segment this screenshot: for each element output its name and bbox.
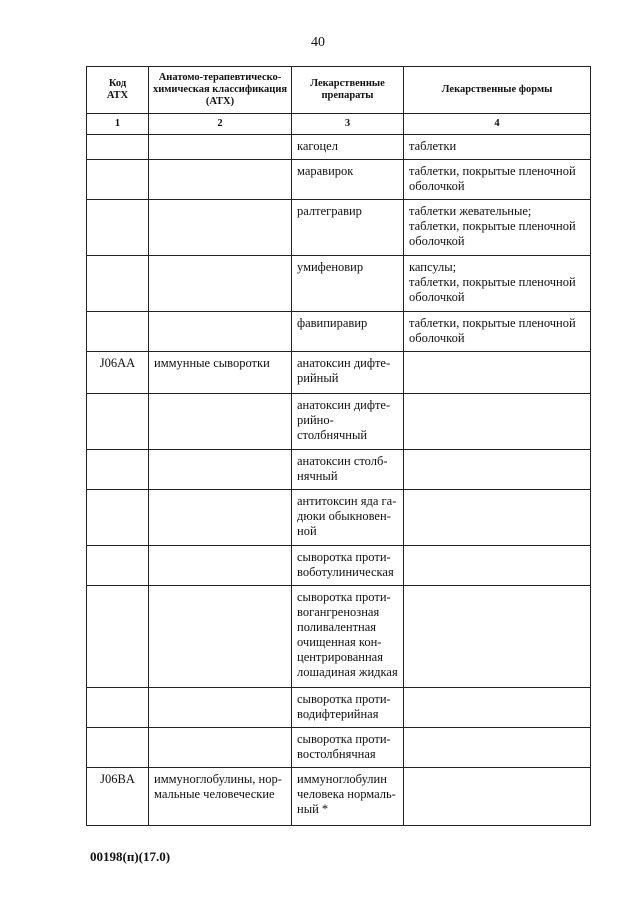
document-code: 00198(п)(17.0) — [90, 849, 171, 864]
column-number: 4 — [404, 114, 591, 135]
drug-cell: антитоксин яда га- дюки обыкновен- ной — [292, 490, 404, 546]
drug-cell: иммуноглобулин человека нормаль- ный * — [292, 768, 404, 826]
column-number: 1 — [87, 114, 149, 135]
atc-code-cell — [87, 135, 149, 160]
atc-class-cell: иммуноглобулины, нор- мальные человеческие — [149, 768, 292, 826]
form-cell — [404, 728, 591, 768]
header-drugs: Лекарственные препараты — [292, 67, 404, 114]
atc-class-cell — [149, 586, 292, 688]
atc-class-cell — [149, 312, 292, 352]
atc-class-cell — [149, 200, 292, 256]
atc-class-cell — [149, 546, 292, 586]
column-number: 3 — [292, 114, 404, 135]
atc-code-cell — [87, 490, 149, 546]
table-row — [87, 352, 591, 394]
table-row — [87, 160, 591, 200]
atc-code-cell: J06AA — [87, 352, 149, 394]
drug-cell: фавипиравир — [292, 312, 404, 352]
form-cell: капсулы; таблетки, покрытые пленочной оболочкой — [404, 256, 591, 312]
table-row — [87, 394, 591, 450]
form-cell — [404, 768, 591, 826]
form-cell — [404, 546, 591, 586]
table-header-row — [87, 67, 591, 114]
form-cell: таблетки жевательные; таблетки, покрытые пленочной оболочкой — [404, 200, 591, 256]
atc-code-cell — [87, 688, 149, 728]
column-number-row — [87, 114, 591, 135]
table-row — [87, 586, 591, 688]
table-row — [87, 546, 591, 586]
form-cell — [404, 450, 591, 490]
atc-code-cell — [87, 728, 149, 768]
column-number: 2 — [149, 114, 292, 135]
atc-class-cell — [149, 728, 292, 768]
form-cell: таблетки, покрытые пленочной оболочкой — [404, 160, 591, 200]
drug-cell: сыворотка проти- водифтерийная — [292, 688, 404, 728]
form-cell — [404, 352, 591, 394]
drug-cell: ралтегравир — [292, 200, 404, 256]
table-row — [87, 200, 591, 256]
atc-class-cell — [149, 160, 292, 200]
header-atc-classification: Анатомо-терапевтическо- химическая классификация (АТХ) — [149, 67, 292, 114]
drug-cell: кагоцел — [292, 135, 404, 160]
atc-class-cell — [149, 688, 292, 728]
form-cell: таблетки, покрытые пленочной оболочкой — [404, 312, 591, 352]
table-row — [87, 728, 591, 768]
table-row — [87, 688, 591, 728]
table-row — [87, 450, 591, 490]
drug-cell: анатоксин столб- нячный — [292, 450, 404, 490]
atc-class-cell: иммунные сыворотки — [149, 352, 292, 394]
drug-cell: сыворотка проти- вогангренозная поливалентная очищенная кон- центрированная лошадиная жидкая — [292, 586, 404, 688]
atc-code-cell: J06BA — [87, 768, 149, 826]
drug-cell: умифеновир — [292, 256, 404, 312]
table-row — [87, 256, 591, 312]
table-row — [87, 312, 591, 352]
atc-code-cell — [87, 312, 149, 352]
atc-class-cell — [149, 450, 292, 490]
drug-cell: анатоксин дифте- рийный — [292, 352, 404, 394]
form-cell — [404, 586, 591, 688]
drug-cell: анатоксин дифте- рийно- столбнячный — [292, 394, 404, 450]
atc-code-cell — [87, 586, 149, 688]
atc-code-cell — [87, 200, 149, 256]
atc-code-cell — [87, 546, 149, 586]
drug-cell: сыворотка проти- востолбнячная — [292, 728, 404, 768]
table-row — [87, 135, 591, 160]
table-row — [87, 768, 591, 826]
form-cell — [404, 688, 591, 728]
atc-code-cell — [87, 160, 149, 200]
drug-cell: сыворотка проти- воботулиническая — [292, 546, 404, 586]
drug-cell: маравирок — [292, 160, 404, 200]
atc-class-cell — [149, 135, 292, 160]
atc-code-cell — [87, 450, 149, 490]
atc-class-cell — [149, 490, 292, 546]
atc-code-cell — [87, 256, 149, 312]
atc-class-cell — [149, 394, 292, 450]
atc-code-cell — [87, 394, 149, 450]
atc-class-cell — [149, 256, 292, 312]
form-cell: таблетки — [404, 135, 591, 160]
drug-table — [86, 66, 591, 826]
form-cell — [404, 490, 591, 546]
header-atc-code: Код АТХ — [87, 67, 149, 114]
table-row — [87, 490, 591, 546]
form-cell — [404, 394, 591, 450]
header-dosage-forms: Лекарственные формы — [404, 67, 591, 114]
page-number: 40 — [311, 35, 325, 50]
